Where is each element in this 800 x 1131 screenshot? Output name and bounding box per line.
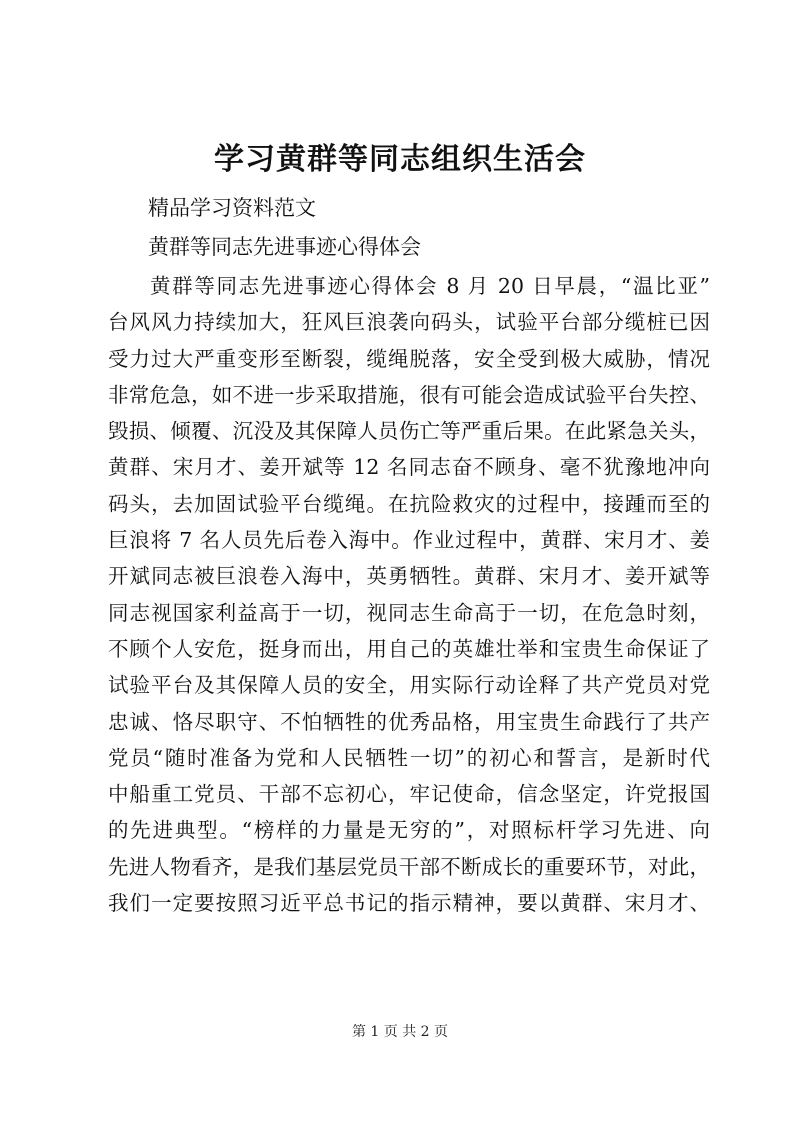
text-line: 我们一定要按照习近平总书记的指示精神，要以黄群、宋月才、 [108,891,710,916]
text-line: 的先进典型。“榜样的力量是无穷的”，对照标杆学习先进、向 [108,818,710,843]
text-line: 黄群、宋月才、姜开斌等 12 名同志奋不顾身、毫不犹豫地冲向 [108,455,710,480]
text-line: 忠诚、恪尽职守、不怕牺牲的优秀品格，用宝贵生命践行了共产 [108,709,710,734]
text-line: 党员“随时准备为党和人民牺牲一切”的初心和誓言，是新时代 [108,745,710,770]
page-number: 第 1 页 共 2 页 [351,1024,449,1040]
text-line: 码头，去加固试验平台缆绳。在抗险救灾的过程中，接踵而至的 [108,491,710,516]
text-line: 台风风力持续加大，狂风巨浪袭向码头，试验平台部分缆桩已因 [108,310,710,335]
body-paragraph [108,268,710,921]
text-line: 巨浪将 7 名人员先后卷入海中。作业过程中，黄群、宋月才、姜 [108,528,710,553]
text-line: 毁损、倾覆、沉没及其保障人员伤亡等严重后果。在此紧急关头， [108,419,710,444]
subtitle-topic: 黄群等同志先进事迹心得体会 [148,235,421,259]
text-line: 黄群等同志先进事迹心得体会 8 月 20 日早晨，“温比亚” [150,274,710,298]
text-line: 开斌同志被巨浪卷入海中，英勇牺牲。黄群、宋月才、姜开斌等 [108,564,710,589]
text-line: 不顾个人安危，挺身而出，用自己的英雄壮举和宝贵生命保证了 [108,636,710,661]
text-line: 非常危急，如不进一步采取措施，很有可能会造成试验平台失控、 [108,382,710,407]
text-line: 受力过大严重变形至断裂，缆绳脱落，安全受到极大威胁，情况 [108,346,710,371]
document-title: 学习黄群等同志组织生活会 [214,142,586,177]
text-line: 中船重工党员、干部不忘初心，牢记使命，信念坚定，许党报国 [108,782,710,807]
subtitle-sample-label: 精品学习资料范文 [148,196,316,220]
text-line: 试验平台及其保障人员的安全，用实际行动诠释了共产党员对党 [108,673,710,698]
text-line: 先进人物看齐，是我们基层党员干部不断成长的重要环节，对此， [108,854,710,879]
text-line: 同志视国家利益高于一切，视同志生命高于一切，在危急时刻， [108,600,710,625]
